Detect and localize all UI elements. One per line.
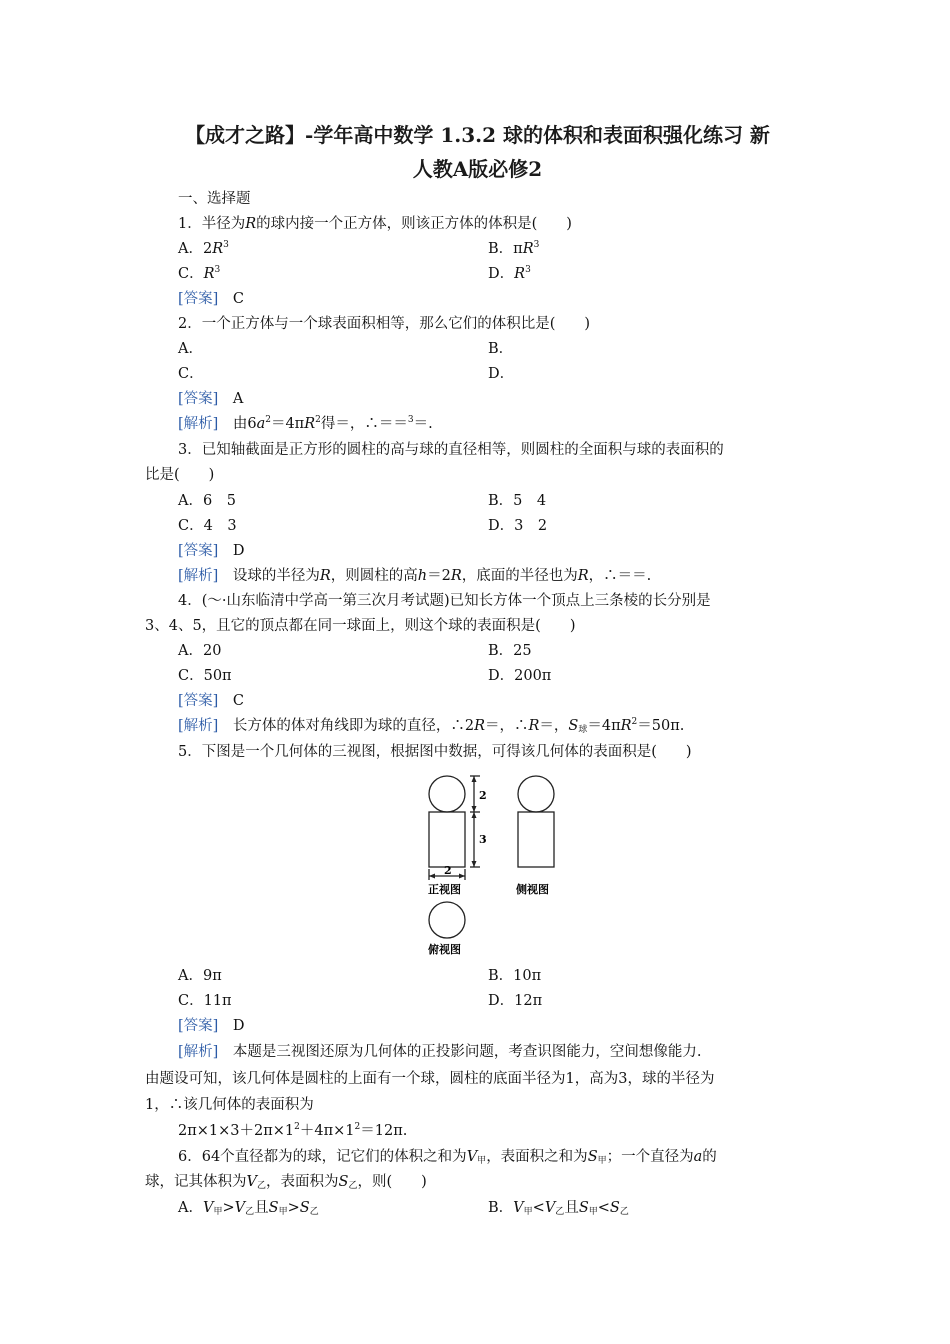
q2-stem: 2．一个正方体与一个球表面积相等，那么它们的体积比是( ) (178, 316, 591, 332)
q3-option-a: A．6 5 (178, 493, 236, 509)
three-view-figure (420, 772, 570, 962)
q2-answer: [答案] A (178, 391, 244, 407)
label-side-view: 侧视图 (516, 883, 549, 896)
q6-option-b: B．$V_甲<V_乙$且$S_甲<S_乙$ (488, 1200, 629, 1217)
dim-label-cylinder-height: 3 (479, 833, 487, 846)
q1-option-b: B．$\pi R^3$ (488, 240, 540, 257)
q3-option-c: C．4 3 (178, 518, 237, 534)
q5-option-b: B．10π (488, 968, 542, 984)
doc-title-line-2: 人教A版必修2 (412, 157, 543, 181)
q4-stem-line-2: 3、4、5，且它的顶点都在同一球面上，则这个球的表面积是( ) (145, 618, 576, 634)
q1-option-c: C．$R^3$ (178, 265, 221, 282)
q1-answer: [答案] C (178, 291, 244, 307)
q5-formula: $2\pi\times 1\times 3+2\pi\times 1^2+4\pi\times 1^2=12\pi$. (178, 1122, 408, 1139)
q5-stem: 5．下图是一个几何体的三视图，根据图中数据，可得该几何体的表面积是( ) (178, 744, 692, 760)
side-view-sphere (518, 776, 554, 812)
front-view-cylinder (429, 812, 465, 867)
label-top-view: 俯视图 (428, 943, 461, 956)
q6-stem-line-1: 6．64个直径都为的球，记它们的体积之和为$V_甲$，表面积之和为$S_甲$；一个直径为a的 (178, 1149, 717, 1166)
section-heading: 一、选择题 (178, 191, 251, 207)
q5-option-d: D．12π (488, 993, 543, 1009)
doc-title-line-1: 【成才之路】-学年高中数学 1.3.2 球的体积和表面积强化练习 新 (185, 123, 770, 147)
q5-analysis-line-2: 由题设可知，该几何体是圆柱的上面有一个球，圆柱的底面半径为1，高为3，球的半径为 (145, 1071, 715, 1087)
q1-option-d: D．$R^3$ (488, 265, 531, 282)
q2-option-a: A． (178, 341, 203, 357)
q2-option-c: C． (178, 366, 204, 382)
q6-option-a: A．$V_甲>V_乙$且$S_甲>S_乙$ (178, 1200, 319, 1217)
front-view-sphere (429, 776, 465, 812)
q3-option-b: B．5 4 (488, 493, 547, 509)
q4-option-b: B．25 (488, 643, 532, 659)
q3-stem-line-2: 比是( ) (145, 467, 215, 483)
q4-analysis: [解析] 长方体的体对角线即为球的直径，∴2R＝，∴R＝，$S_球=4\pi R^2=50\pi$. (178, 717, 685, 735)
q4-option-a: A．20 (178, 643, 222, 659)
q2-option-b: B． (488, 341, 514, 357)
q2-option-d: D． (488, 366, 515, 382)
q6-stem-line-2: 球，记其体积为$V_乙$，表面积为$S_乙$，则( ) (145, 1174, 427, 1191)
q4-option-d: D．200π (488, 668, 552, 684)
q5-option-a: A．9π (178, 968, 222, 984)
q4-option-c: C．50π (178, 668, 232, 684)
q1-option-a: A．$2R^3$ (178, 240, 229, 257)
q5-answer: [答案] D (178, 1018, 245, 1034)
dim-label-sphere: 2 (479, 789, 487, 802)
q5-option-c: C．11π (178, 993, 232, 1009)
q3-option-d: D．3 2 (488, 518, 548, 534)
top-view-circle (429, 902, 465, 938)
q5-analysis-line-1: [解析] 本题是三视图还原为几何体的正投影问题，考查识图能力，空间想像能力. (178, 1044, 702, 1060)
label-front-view: 正视图 (428, 883, 461, 896)
dim-label-cylinder-width: 2 (444, 864, 452, 877)
q3-answer: [答案] D (178, 543, 245, 559)
q1-stem: 1．半径为R的球内接一个正方体，则该正方体的体积是( ) (178, 216, 572, 232)
q4-stem-line-1: 4．(～·山东临清中学高一第三次月考试题)已知长方体一个顶点上三条棱的长分别是 (178, 593, 711, 609)
q3-analysis: [解析] 设球的半径为R，则圆柱的高h＝2R，底面的半径也为R，∴＝＝. (178, 568, 652, 584)
q5-analysis-line-3: 1，∴该几何体的表面积为 (145, 1097, 314, 1113)
q3-stem-line-1: 3．已知轴截面是正方形的圆柱的高与球的直径相等，则圆柱的全面积与球的表面积的 (178, 442, 724, 458)
q2-analysis: [解析] 由$6a^2=4\pi R^2$得＝，∴＝＝$^3$＝. (178, 415, 433, 432)
q4-answer: [答案] C (178, 693, 244, 709)
side-view-cylinder (518, 812, 554, 867)
